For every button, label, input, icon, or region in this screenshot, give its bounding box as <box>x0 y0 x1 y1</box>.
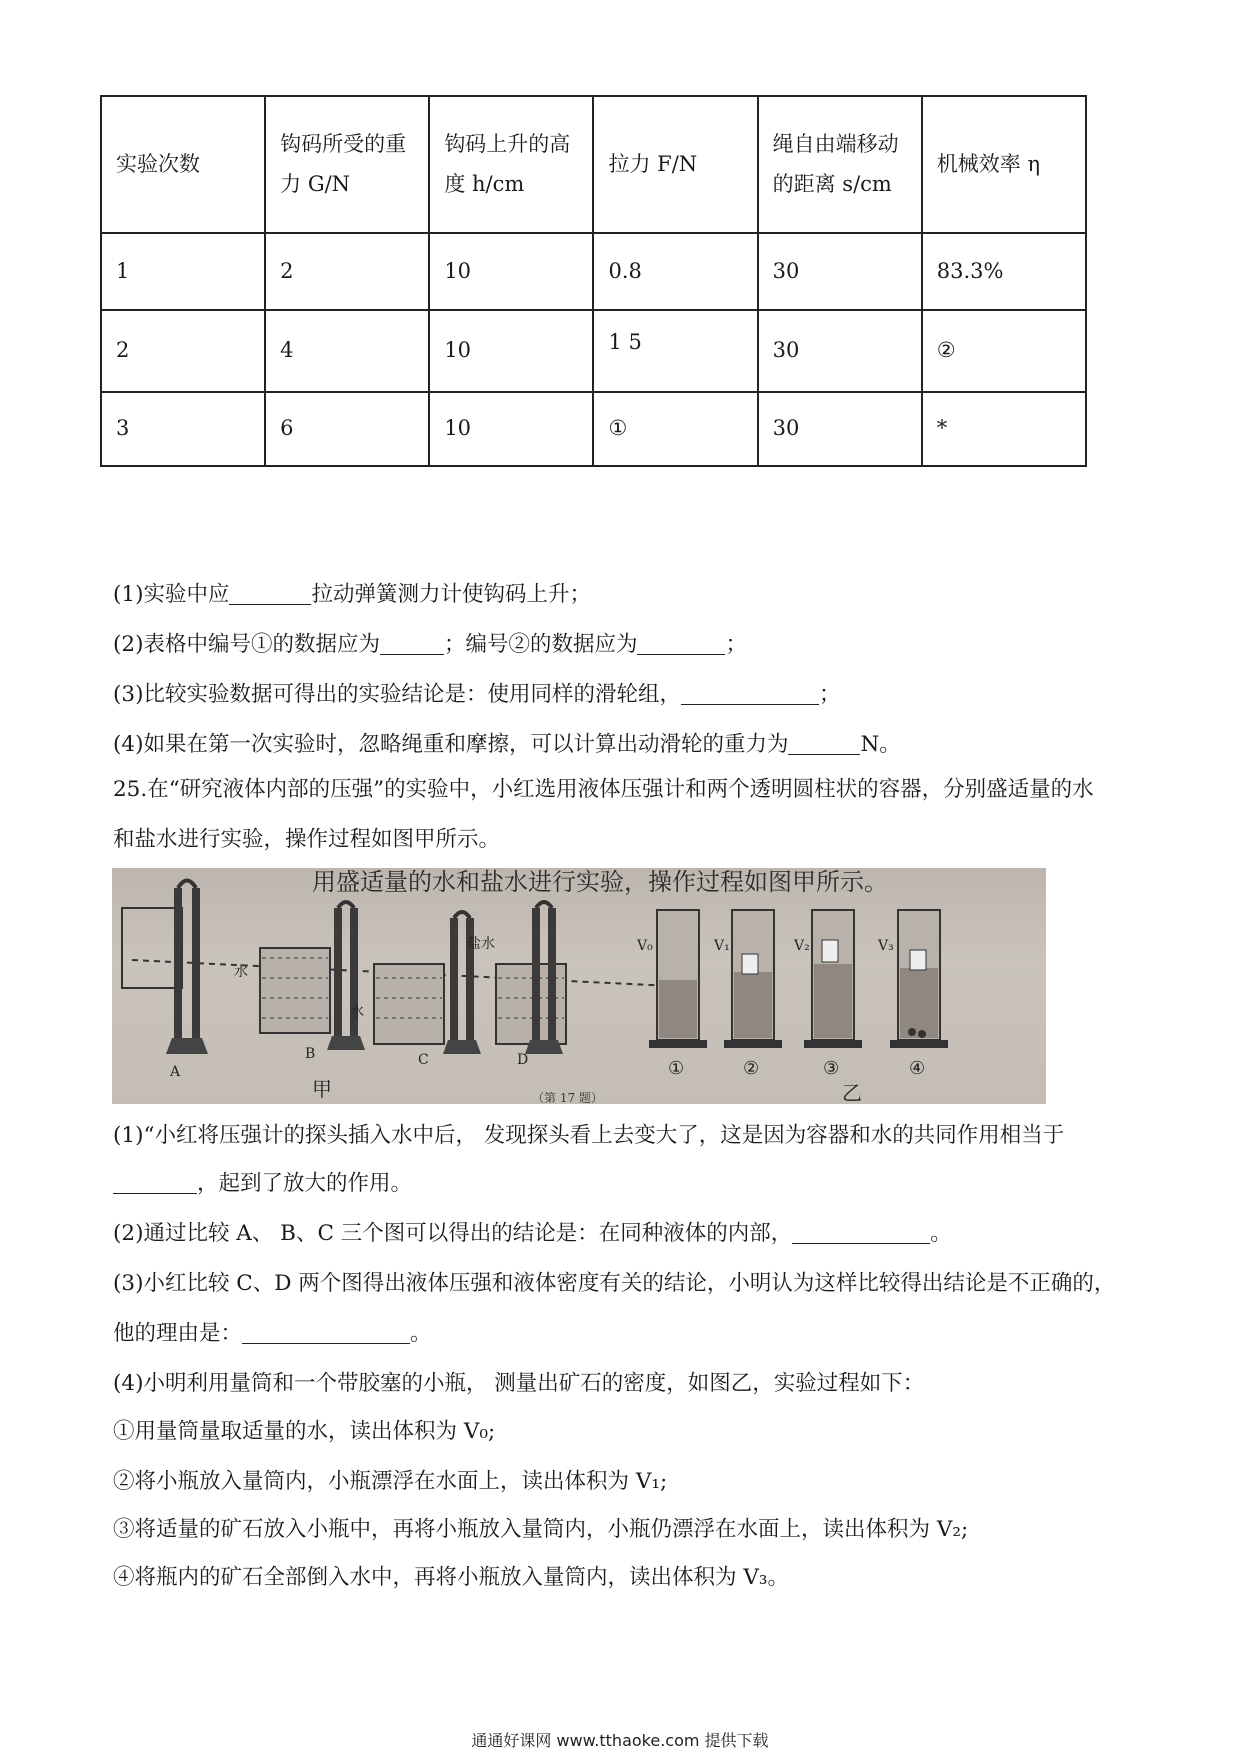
table-cell: ① <box>593 392 757 466</box>
cylinder-label-v1: V₁ <box>714 938 730 954</box>
cylinder-number-3: ③ <box>823 1058 840 1079</box>
question-25-1-cont <box>113 1166 412 1197</box>
text: ；编号②的数据应为 <box>443 632 638 657</box>
cylinder-number-1: ① <box>668 1058 685 1079</box>
answer-blank[interactable] <box>113 1172 197 1195</box>
figure-label-yi: 乙 <box>842 1081 862 1104</box>
question-25-2 <box>113 1216 952 1247</box>
figure-label-water: 水 <box>234 964 248 980</box>
table-row <box>101 233 1086 310</box>
table-cell: 10 <box>429 233 593 310</box>
answer-blank[interactable] <box>792 1222 930 1245</box>
table-row <box>101 392 1086 466</box>
figure-label-b: B <box>305 1046 316 1062</box>
table-header-cell: 实验次数 <box>101 96 265 233</box>
question-24-1 <box>113 577 591 608</box>
figure-label-c: C <box>418 1052 429 1068</box>
figure-label-d: D <box>517 1052 529 1068</box>
cylinder-label-v0: V₀ <box>637 938 653 954</box>
text: (2)通过比较 A、 B、C 三个图可以得出的结论是：在同种液体的内部， <box>113 1221 793 1246</box>
text: 。 <box>410 1321 432 1346</box>
table-header-cell: 机械效率 η <box>922 96 1086 233</box>
question-24-3 <box>113 677 840 708</box>
cylinder-3 <box>793 910 862 1079</box>
figure-top-text: 用盛适量的水和盐水进行实验，操作过程如图甲所示。 <box>312 868 888 896</box>
page-footer: 通通好课网 www.tthaoke.com 提供下载 <box>471 1731 769 1750</box>
table-cell: 30 <box>758 392 922 466</box>
table-cell: 83.3% <box>922 233 1086 310</box>
text: 拉动弹簧测力计使钩码上升； <box>311 582 591 607</box>
beaker-b <box>234 902 365 1062</box>
table-cell: 2 <box>265 233 429 310</box>
cylinder-2 <box>713 910 782 1079</box>
table-cell: 10 <box>429 310 593 392</box>
text: ； <box>818 682 841 707</box>
question-24-4 <box>113 727 901 758</box>
text: (1)实验中应 <box>113 582 230 607</box>
figure-caption: （第 17 题） <box>532 1091 603 1104</box>
experiment-illustration <box>112 868 1046 1104</box>
question-24-2 <box>113 627 747 658</box>
text: 他的理由是： <box>113 1321 243 1346</box>
step-4: ④将瓶内的矿石全部倒入水中，再将小瓶放入量筒内，读出体积为 V₃。 <box>113 1565 789 1590</box>
experiment-table <box>100 95 1087 467</box>
table-header-cell: 绳自由端移动 的距离 s/cm <box>758 96 922 233</box>
figure-label-a: A <box>170 1064 181 1080</box>
table-cell: * <box>922 392 1086 466</box>
step-1: ①用量筒量取适量的水，读出体积为 V₀; <box>113 1419 496 1444</box>
answer-blank[interactable] <box>637 633 725 656</box>
table-cell: 2 <box>101 310 265 392</box>
beaker-d <box>467 902 566 1068</box>
table-cell: ② <box>922 310 1086 392</box>
table-cell: 4 <box>265 310 429 392</box>
text: ，起到了放大的作用。 <box>197 1171 413 1196</box>
table-cell-text: 1 5 <box>608 330 642 355</box>
step-3: ③将适量的矿石放入小瓶中，再将小瓶放入量筒内，小瓶仍漂浮在水面上，读出体积为 V₂; <box>113 1517 969 1542</box>
beaker-c <box>350 912 481 1068</box>
table-cell: 30 <box>758 233 922 310</box>
table-cell: 10 <box>429 392 593 466</box>
table-cell: 3 <box>101 392 265 466</box>
figure-label-jia: 甲 <box>312 1077 332 1101</box>
question-25-1: (1)“小红将压强计的探头插入水中后， 发现探头看上去变大了，这是因为容器和水的共同作用相当于 <box>113 1123 1065 1148</box>
answer-blank[interactable] <box>380 633 444 656</box>
text: N。 <box>860 732 901 757</box>
pressure-gauge-a <box>122 881 208 1081</box>
table-cell: 0.8 <box>593 233 757 310</box>
cylinder-1 <box>636 910 707 1079</box>
figure-label-saltwater: 盐水 <box>467 936 495 952</box>
cylinder-number-4: ④ <box>909 1058 926 1079</box>
answer-blank[interactable] <box>229 583 311 606</box>
table-header-cell: 钩码所受的重 力 G/N <box>265 96 429 233</box>
cylinder-label-v3: V₃ <box>878 938 894 954</box>
table-cell: 1 <box>101 233 265 310</box>
text: (2)表格中编号①的数据应为 <box>113 632 380 657</box>
question-25-3: (3)小红比较 C、D 两个图得出液体压强和液体密度有关的结论，小明认为这样比较得出结论是不正确的， <box>113 1271 1116 1296</box>
table-header-row <box>101 96 1086 233</box>
question-25-3-cont <box>113 1316 432 1347</box>
text: (3)比较实验数据可得出的实验结论是：使用同样的滑轮组， <box>113 682 681 707</box>
experiment-photo <box>112 868 1046 1104</box>
table-header-cell: 拉力 F/N <box>593 96 757 233</box>
table-cell <box>593 310 757 392</box>
figure-label-water-c: 水 <box>350 1004 364 1020</box>
answer-blank[interactable] <box>788 733 860 756</box>
answer-blank[interactable] <box>242 1322 410 1345</box>
text: 。 <box>930 1221 952 1246</box>
answer-blank[interactable] <box>681 683 819 706</box>
table-cell: 6 <box>265 392 429 466</box>
table-header-cell: 钩码上升的高 度 h/cm <box>429 96 593 233</box>
question-25-4: (4)小明利用量筒和一个带胶塞的小瓶， 测量出矿石的密度，如图乙，实验过程如下： <box>113 1371 925 1396</box>
cylinder-label-v2: V₂ <box>794 938 810 954</box>
cylinder-4 <box>877 910 948 1079</box>
cylinder-number-2: ② <box>743 1058 760 1079</box>
question-25-intro-cont: 和盐水进行实验，操作过程如图甲所示。 <box>113 827 501 852</box>
text: (4)如果在第一次实验时，忽略绳重和摩擦，可以计算出动滑轮的重力为 <box>113 732 789 757</box>
table-cell: 30 <box>758 310 922 392</box>
step-2: ②将小瓶放入量筒内，小瓶漂浮在水面上，读出体积为 V₁; <box>113 1469 668 1494</box>
table-row <box>101 310 1086 392</box>
text: ； <box>725 632 747 657</box>
question-25-intro: 25.在“研究液体内部的压强”的实验中，小红选用液体压强计和两个透明圆柱状的容器，分别盛适量的水 <box>113 777 1094 802</box>
